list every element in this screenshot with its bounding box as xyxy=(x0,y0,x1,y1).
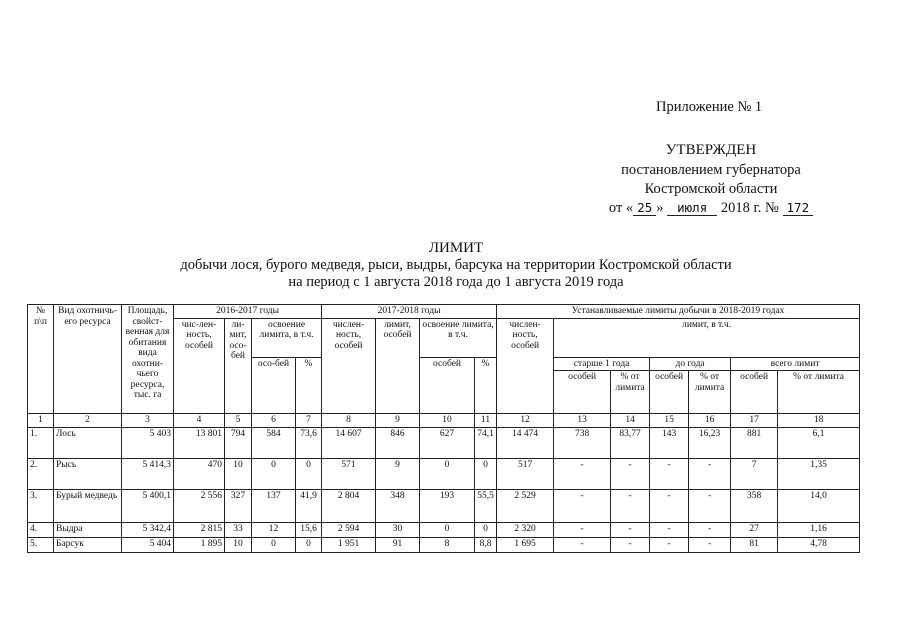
limits-table xyxy=(27,304,860,553)
column-number-row xyxy=(28,414,860,428)
table-cell: 571 xyxy=(322,458,376,489)
table-cell: 15,6 xyxy=(296,522,322,537)
decree-number: 172 xyxy=(783,201,814,216)
table-body xyxy=(28,427,860,552)
table-cell: 73,6 xyxy=(296,427,322,458)
header-ind-2016: осо-бей xyxy=(252,357,296,414)
table-cell: - xyxy=(611,489,650,522)
column-number-cell: 7 xyxy=(296,414,322,428)
header-pct-over: % от лимита xyxy=(611,371,650,414)
table-cell: 10 xyxy=(225,458,252,489)
table-cell: 846 xyxy=(376,427,420,458)
header-limit-2018: лимит, в т.ч. xyxy=(554,318,860,357)
column-number-cell: 4 xyxy=(174,414,225,428)
header-count-2016: чис-лен-ность, особей xyxy=(174,318,225,414)
table-cell: 627 xyxy=(420,427,475,458)
approval-block xyxy=(580,141,842,218)
table-cell: 41,9 xyxy=(296,489,322,522)
column-number-cell: 15 xyxy=(650,414,689,428)
header-2016-2017: 2016-2017 годы xyxy=(174,305,322,319)
table-cell: - xyxy=(650,537,689,552)
header-ind-under: особей xyxy=(650,371,689,414)
table-cell: - xyxy=(554,458,611,489)
table-cell: 1,35 xyxy=(778,458,860,489)
table-cell: 2 556 xyxy=(174,489,225,522)
column-number-cell: 6 xyxy=(252,414,296,428)
header-ind-total: особей xyxy=(731,371,778,414)
header-2017-2018: 2017-2018 годы xyxy=(322,305,497,319)
table-cell: - xyxy=(689,537,731,552)
table-cell: 9 xyxy=(376,458,420,489)
column-number-cell: 13 xyxy=(554,414,611,428)
column-number-cell: 14 xyxy=(611,414,650,428)
header-limit-2016: ли-мит, осо-бей xyxy=(225,318,252,414)
table-cell: - xyxy=(689,522,731,537)
date-month: июля xyxy=(667,201,717,216)
table-cell: 5 400,1 xyxy=(122,489,174,522)
table-cell: 5 404 xyxy=(122,537,174,552)
title-subject: добычи лося, бурого медведя, рыси, выдры, барсука на территории Костромской области xyxy=(180,257,732,273)
header-limit-2017: лимит, особей xyxy=(376,318,420,414)
table-cell: 0 xyxy=(252,537,296,552)
table-cell: 881 xyxy=(731,427,778,458)
header-ind-over: особей xyxy=(554,371,611,414)
column-number-cell: 2 xyxy=(54,414,122,428)
header-dev-2016: освоение лимита, в т.ч. xyxy=(252,318,322,357)
table-cell: Бурый медведь xyxy=(54,489,122,522)
column-number-cell: 10 xyxy=(420,414,475,428)
title-period: на период с 1 августа 2018 года до 1 августа 2019 года xyxy=(288,274,624,290)
column-number-cell: 11 xyxy=(475,414,497,428)
table-cell: - xyxy=(650,458,689,489)
table-cell: 0 xyxy=(296,458,322,489)
table-cell: 137 xyxy=(252,489,296,522)
table-cell: 0 xyxy=(296,537,322,552)
table-cell: - xyxy=(650,489,689,522)
table-cell: 2 815 xyxy=(174,522,225,537)
table-cell: 5 414,3 xyxy=(122,458,174,489)
table-cell: 14,0 xyxy=(778,489,860,522)
table-cell: - xyxy=(554,522,611,537)
table-cell: 12 xyxy=(252,522,296,537)
column-number-cell: 17 xyxy=(731,414,778,428)
table-cell: 8,8 xyxy=(475,537,497,552)
table-cell: 348 xyxy=(376,489,420,522)
approved-by-line: постановлением губернатора xyxy=(621,162,801,178)
table-cell: Лось xyxy=(54,427,122,458)
column-number-cell: 16 xyxy=(689,414,731,428)
table-cell: 0 xyxy=(252,458,296,489)
header-area: Площадь, свойст-венная для обитания вида охотни-чьего ресурса, тыс. га xyxy=(122,305,174,414)
table-cell: - xyxy=(689,489,731,522)
table-cell: 0 xyxy=(475,458,497,489)
table-cell: 470 xyxy=(174,458,225,489)
table-cell: 5. xyxy=(28,537,54,552)
table-cell: 1 695 xyxy=(497,537,554,552)
table-cell: 327 xyxy=(225,489,252,522)
header-ind-2017: особей xyxy=(420,357,475,414)
header-limits-2018-2019: Устанавливаемые лимиты добычи в 2018-2019 годах xyxy=(497,305,860,319)
table-cell: 27 xyxy=(731,522,778,537)
table-cell: 5 342,4 xyxy=(122,522,174,537)
table-cell: 584 xyxy=(252,427,296,458)
table-cell: 1,16 xyxy=(778,522,860,537)
table-cell: 517 xyxy=(497,458,554,489)
table-cell: - xyxy=(554,537,611,552)
column-number-cell: 9 xyxy=(376,414,420,428)
table-cell: 738 xyxy=(554,427,611,458)
table-cell: 4,78 xyxy=(778,537,860,552)
table-cell: 0 xyxy=(475,522,497,537)
table-cell: 14 607 xyxy=(322,427,376,458)
table-cell: 143 xyxy=(650,427,689,458)
table-cell: Рысь xyxy=(54,458,122,489)
column-number-cell: 1 xyxy=(28,414,54,428)
approval-date-line xyxy=(580,199,842,218)
table-cell: 16,23 xyxy=(689,427,731,458)
table-cell: 5 403 xyxy=(122,427,174,458)
header-row-1 xyxy=(28,305,860,319)
table-cell: 55,5 xyxy=(475,489,497,522)
table-cell: 30 xyxy=(376,522,420,537)
table-cell: 0 xyxy=(420,458,475,489)
header-pct-under: % от лимита xyxy=(689,371,731,414)
table-cell: 7 xyxy=(731,458,778,489)
table-cell: 14 474 xyxy=(497,427,554,458)
header-over-one-year: старше 1 года xyxy=(554,357,650,371)
table-row xyxy=(28,522,860,537)
date-day: 25 xyxy=(633,201,656,216)
approved-region-line: Костромской области xyxy=(644,181,778,197)
table-cell: 0 xyxy=(420,522,475,537)
header-under-one-year: до года xyxy=(650,357,731,371)
document-title xyxy=(150,240,762,291)
table-cell: - xyxy=(554,489,611,522)
table-cell: - xyxy=(650,522,689,537)
table-cell: 8 xyxy=(420,537,475,552)
table-cell: 83,77 xyxy=(611,427,650,458)
table-cell: 4. xyxy=(28,522,54,537)
header-dev-2017: освоение лимита, в т.ч. xyxy=(420,318,497,357)
date-prefix: от « xyxy=(608,200,634,216)
table-cell: - xyxy=(689,458,731,489)
header-total-limit: всего лимит xyxy=(731,357,860,371)
table-cell: 13 801 xyxy=(174,427,225,458)
table-cell: - xyxy=(611,537,650,552)
table-cell: - xyxy=(611,458,650,489)
table-row xyxy=(28,489,860,522)
column-number-cell: 12 xyxy=(497,414,554,428)
table-cell: 1 895 xyxy=(174,537,225,552)
header-count-2018: числен-ность, особей xyxy=(497,318,554,414)
header-pct-2016: % xyxy=(296,357,322,414)
table-cell: Выдра xyxy=(54,522,122,537)
table-cell: 6,1 xyxy=(778,427,860,458)
header-kind: Вид охотничь-его ресурса xyxy=(54,305,122,414)
header-pct-total: % от лимита xyxy=(778,371,860,414)
table-cell: 193 xyxy=(420,489,475,522)
table-cell: 91 xyxy=(376,537,420,552)
table-cell: 74,1 xyxy=(475,427,497,458)
table-cell: 3. xyxy=(28,489,54,522)
table-cell: 2. xyxy=(28,458,54,489)
table-cell: 794 xyxy=(225,427,252,458)
title-main: ЛИМИТ xyxy=(428,240,484,256)
column-number-cell: 5 xyxy=(225,414,252,428)
table-cell: 2 804 xyxy=(322,489,376,522)
table-cell: Барсук xyxy=(54,537,122,552)
table-cell: - xyxy=(611,522,650,537)
table-cell: 33 xyxy=(225,522,252,537)
annex-label: Приложение № 1 xyxy=(656,99,763,115)
column-number-cell: 8 xyxy=(322,414,376,428)
column-number-cell: 18 xyxy=(778,414,860,428)
table-row xyxy=(28,458,860,489)
table-row xyxy=(28,427,860,458)
approved-title: УТВЕРЖДЕН xyxy=(665,142,757,158)
column-number-cell: 3 xyxy=(122,414,174,428)
table-cell: 81 xyxy=(731,537,778,552)
header-count-2017: числен-ность, особей xyxy=(322,318,376,414)
table-cell: 1. xyxy=(28,427,54,458)
table-cell: 2 529 xyxy=(497,489,554,522)
table-cell: 1 951 xyxy=(322,537,376,552)
table-cell: 358 xyxy=(731,489,778,522)
table-cell: 2 594 xyxy=(322,522,376,537)
table-cell: 10 xyxy=(225,537,252,552)
table-row xyxy=(28,537,860,552)
date-mid: » xyxy=(656,200,664,216)
table-cell: 2 320 xyxy=(497,522,554,537)
date-year: 2018 г. № xyxy=(720,200,779,216)
header-pct-2017: % xyxy=(475,357,497,414)
header-number: № п\п xyxy=(28,305,54,414)
